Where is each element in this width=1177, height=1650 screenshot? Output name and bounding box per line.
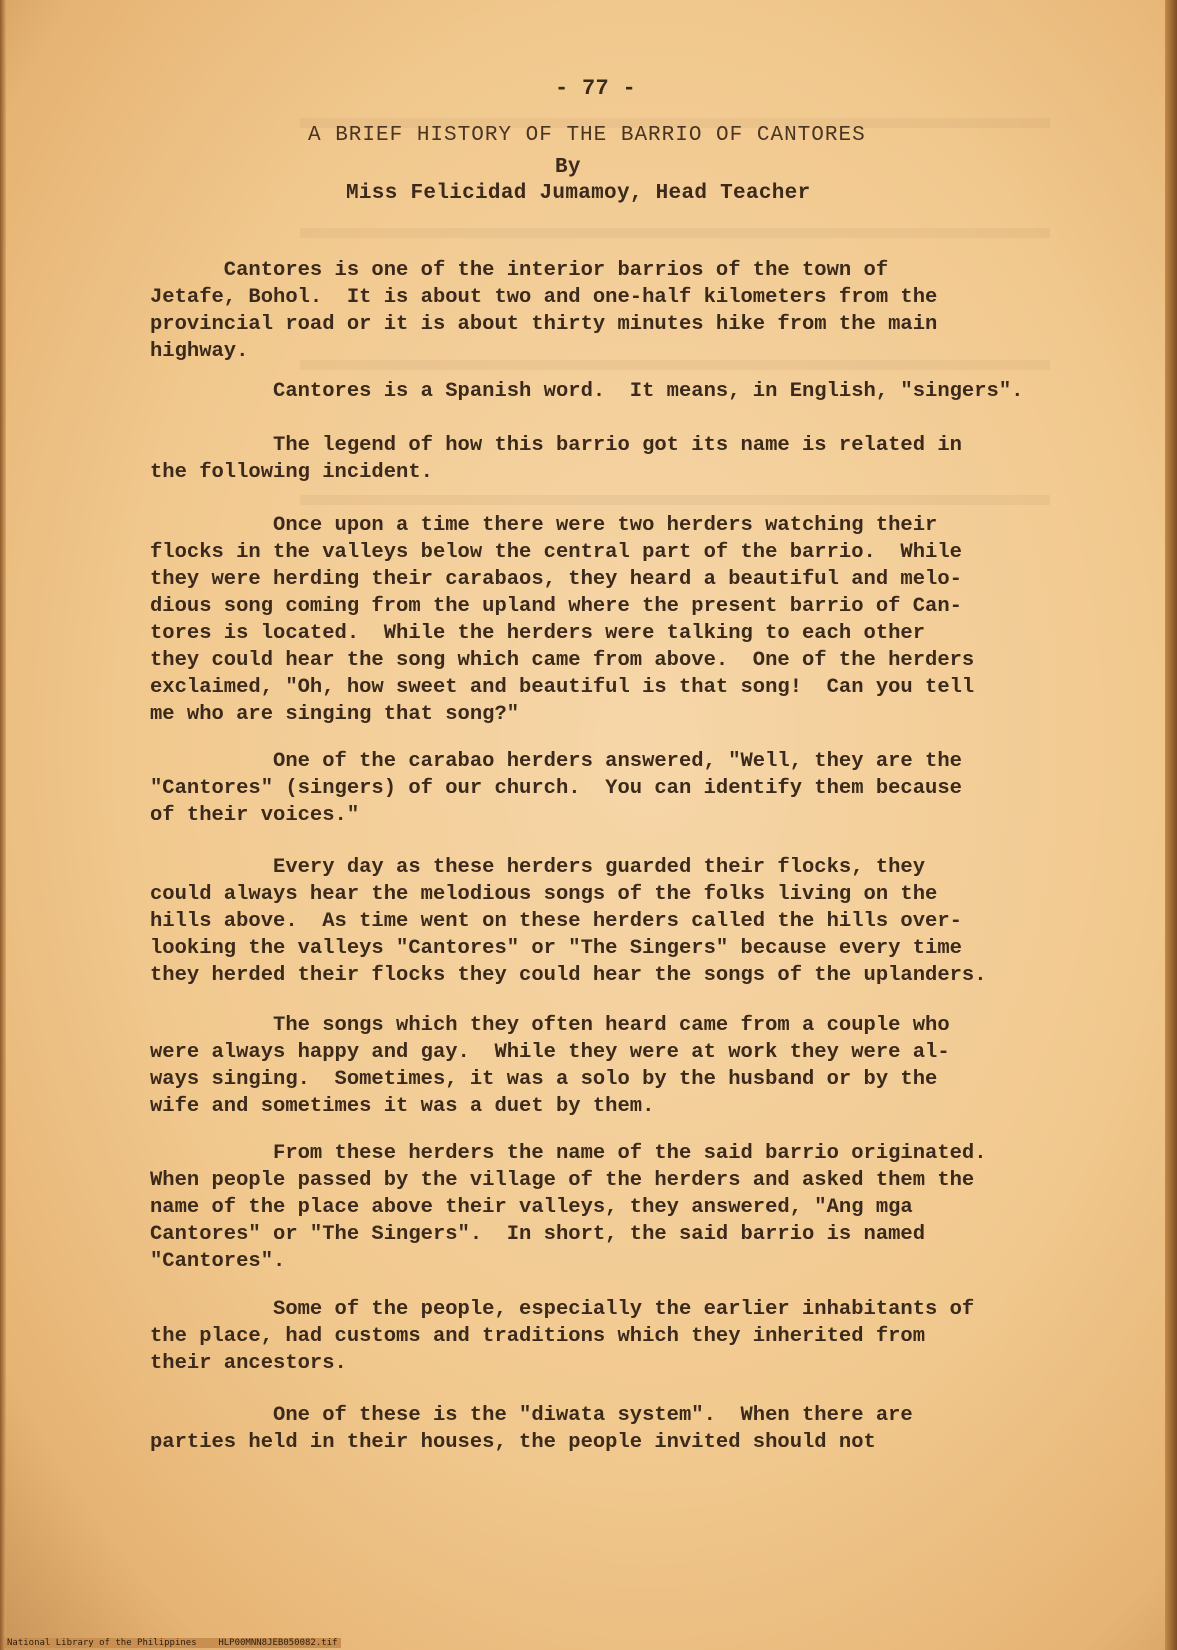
paragraph-legend-intro — [150, 432, 1070, 486]
text-line: parties held in their houses, the people invited should not — [150, 1431, 876, 1454]
paragraph-customs — [150, 1296, 1070, 1377]
text-line: could always hear the melodious songs of the folks living on the — [150, 883, 938, 906]
page-binding-right — [1165, 0, 1177, 1650]
text-line: tores is located. While the herders were talking to each other — [150, 622, 926, 645]
text-line: One of these is the "diwata system". When there are — [150, 1404, 913, 1427]
text-line: of their voices." — [150, 804, 360, 827]
text-line: exclaimed, "Oh, how sweet and beautiful is that song! Can you tell — [150, 676, 975, 699]
paragraph-couple — [150, 1012, 1070, 1120]
text-line: me who are singing that song?" — [150, 703, 520, 726]
text-line: flocks in the valleys below the central part of the barrio. While — [150, 541, 962, 564]
text-line: dious song coming from the upland where the present barrio of Can- — [150, 595, 962, 618]
text-line: hills above. As time went on these herders called the hills over- — [150, 910, 962, 933]
text-line: When people passed by the village of the herders and asked them the — [150, 1169, 975, 1192]
text-line: Jetafe, Bohol. It is about two and one-half kilometers from the — [150, 286, 938, 309]
text-line: Cantores is a Spanish word. It means, in English, "singers". — [150, 380, 1024, 403]
text-line: wife and sometimes it was a duet by them. — [150, 1095, 655, 1118]
text-line: Cantores is one of the interior barrios of the town of — [150, 259, 889, 282]
text-line: their ancestors. — [150, 1352, 347, 1375]
bleed-through — [300, 228, 1050, 238]
paragraph-herder-answer — [150, 748, 1070, 829]
text-line: Once upon a time there were two herders watching their — [150, 514, 938, 537]
text-line: "Cantores". — [150, 1250, 286, 1273]
paragraph-every-day — [150, 854, 1070, 989]
text-line: The legend of how this barrio got its name is related in — [150, 434, 962, 457]
text-line: the following incident. — [150, 461, 433, 484]
text-line: highway. — [150, 340, 249, 363]
bleed-through — [300, 495, 1050, 505]
paragraph-word-meaning — [150, 378, 1070, 405]
paragraph-name-origin — [150, 1140, 1070, 1275]
text-line: they were herding their carabaos, they heard a beautiful and melo- — [150, 568, 962, 591]
paragraph-location — [150, 257, 1070, 365]
paragraph-diwata — [150, 1402, 1070, 1456]
text-line: they herded their flocks they could hear the songs of the uplanders. — [150, 964, 987, 987]
text-line: looking the valleys "Cantores" or "The Singers" because every time — [150, 937, 962, 960]
text-line: "Cantores" (singers) of our church. You can identify them because — [150, 777, 962, 800]
text-line: Every day as these herders guarded their flocks, they — [150, 856, 926, 879]
text-line: One of the carabao herders answered, "Well, they are the — [150, 750, 962, 773]
byline: By — [555, 156, 581, 179]
page-title: A BRIEF HISTORY OF THE BARRIO OF CANTORES — [308, 124, 866, 147]
text-line: From these herders the name of the said barrio originated. — [150, 1142, 987, 1165]
page-number: - 77 - — [555, 76, 637, 101]
text-line: The songs which they often heard came from a couple who — [150, 1014, 950, 1037]
text-line: they could hear the song which came from above. One of the herders — [150, 649, 975, 672]
page-binding-left — [0, 0, 6, 1650]
text-line: the place, had customs and traditions which they inherited from — [150, 1325, 926, 1348]
author-line: Miss Felicidad Jumamoy, Head Teacher — [346, 182, 811, 205]
text-line: Some of the people, especially the earlier inhabitants of — [150, 1298, 975, 1321]
text-line: name of the place above their valleys, they answered, "Ang mga — [150, 1196, 913, 1219]
text-line: provincial road or it is about thirty minutes hike from the main — [150, 313, 938, 336]
text-line: Cantores" or "The Singers". In short, the said barrio is named — [150, 1223, 926, 1246]
text-line: ways singing. Sometimes, it was a solo by the husband or by the — [150, 1068, 938, 1091]
scan-footer-caption: National Library of the Philippines HLP00MNN8JEB050082.tif — [4, 1638, 341, 1648]
text-line: were always happy and gay. While they were at work they were al- — [150, 1041, 950, 1064]
paragraph-legend-herders — [150, 512, 1070, 728]
